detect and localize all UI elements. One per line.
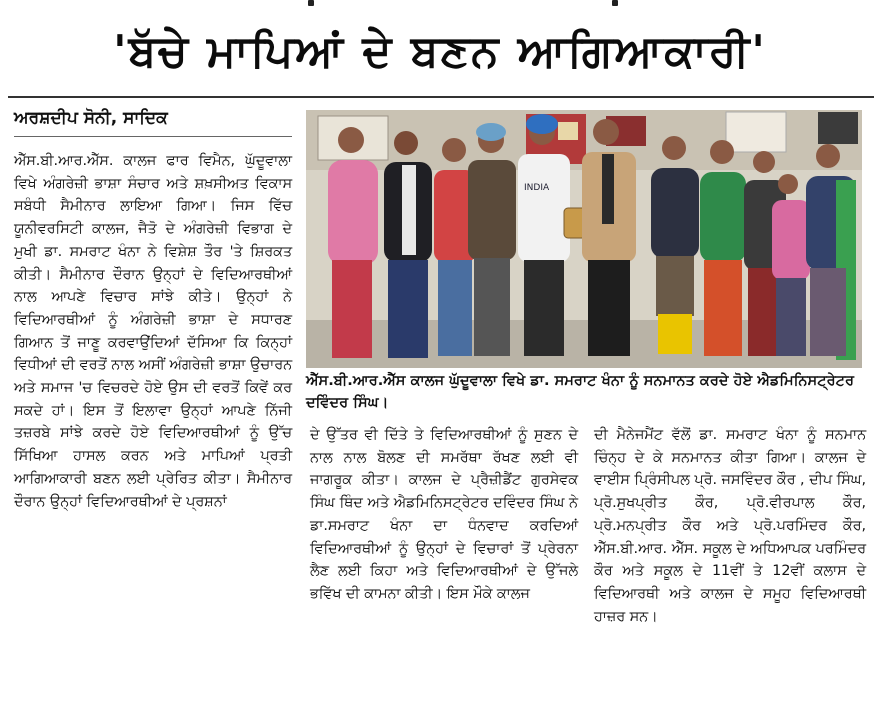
byline: ਅਰਸ਼ਦੀਪ ਸੋਨੀ, ਸਾਦਿਕ — [14, 108, 168, 128]
top-page-marks — [0, 0, 880, 8]
article-column-2 — [310, 424, 578, 606]
photo-caption: ਐੱਸ.ਬੀ.ਆਰ.ਐੱਸ ਕਾਲਜ ਘੁੱਦੂਵਾਲਾ ਵਿਖੇ ਡਾ. ਸਮਰਾਟ ਖੰਨਾ ਨੂੰ ਸਨਮਾਨਤ ਕਰਦੇ ਹੋਏ ਐਡਮਿਨਿਸਟ੍ਰੇਟਰ ਦਵਿੰਦਰ ਸਿੰਘ। — [306, 372, 855, 411]
news-photo — [306, 110, 862, 368]
article-paragraph: ਦੇ ਉੱਤਰ ਵੀ ਦਿੱਤੇ ਤੇ ਵਿਦਿਆਰਥੀਆਂ ਨੂੰ ਸੁਣਨ ਦੇ ਨਾਲ ਨਾਲ ਬੋਲਣ ਦੀ ਸਮਰੱਥਾ ਰੱਖਣ ਲਈ ਵੀ ਜਾਗਰੂਕ ਕੀਤਾ। ਕਾਲਜ ਦੇ ਪ੍ਰੈਜ਼ੀਡੈਂਟ ਗੁਰਸੇਵਕ ਸਿੰਘ ਥਿੰਦ ਅਤੇ ਐਡਮਿਨਿਸਟ੍ਰੇਟਰ ਦਵਿੰਦਰ ਸਿੰਘ ਨੇ ਡਾ.ਸਮਰਾਟ ਖੰਨਾ ਦਾ ਧੰਨਵਾਦ ਕਰਦਿਆਂ ਵਿਦਿਆਰਥੀਆਂ ਨੂੰ ਉਨ੍ਹਾਂ ਦੇ ਵਿਚਾਰਾਂ ਤੋਂ ਪ੍ਰੇਰਨਾ ਲੈਣ ਲਈ ਕਿਹਾ ਅਤੇ ਵਿਦਿਆਰਥੀਆਂ ਦੇ ਉੱਜਲੇ ਭਵਿੱਖ ਦੀ ਕਾਮਨਾ ਕੀਤੀ। ਇਸ ਮੌਕੇ ਕਾਲਜ — [310, 427, 578, 602]
article-paragraph: ਐੱਸ.ਬੀ.ਆਰ.ਐੱਸ. ਕਾਲਜ ਫਾਰ ਵਿਮੈਨ, ਘੁੱਦੂਵਾਲਾ ਵਿਖੇ ਅੰਗਰੇਜ਼ੀ ਭਾਸ਼ਾ ਸੰਚਾਰ ਅਤੇ ਸ਼ਖ਼ਸੀਅਤ ਵਿਕਾਸ ਸਬੰਧੀ ਸੈਮੀਨਾਰ ਲਾਇਆ ਗਿਆ। ਜਿਸ ਵਿੱਚ ਯੂਨੀਵਰਸਿਟੀ ਕਾਲਜ, ਜੈਤੋ ਦੇ ਅੰਗਰੇਜ਼ੀ ਵਿਭਾਗ ਦੇ ਮੁਖੀ ਡਾ. ਸਮਰਾਟ ਖੰਨਾ ਨੇ ਵਿਸ਼ੇਸ਼ ਤੌਰ 'ਤੇ ਸ਼ਿਰਕਤ ਕੀਤੀ। ਸੈਮੀਨਾਰ ਦੌਰਾਨ ਉਨ੍ਹਾਂ ਦੇ ਵਿਦਿਆਰਥੀਆਂ ਨਾਲ ਆਪਣੇ ਵਿਚਾਰ ਸਾਂਝੇ ਕੀਤੇ। ਉਨ੍ਹਾਂ ਨੇ ਵਿਦਿਆਰਥੀਆਂ ਨੂੰ ਅੰਗਰੇਜ਼ੀ ਭਾਸ਼ਾ ਦੇ ਸਧਾਰਣ ਗਿਆਨ ਤੋਂ ਜਾਣੂ ਕਰਵਾਉਂਦਿਆਂ ਦੱਸਿਆ ਕਿ ਕਿਨ੍ਹਾਂ ਵਿਧੀਆਂ ਦੀ ਵਰਤੋਂ ਨਾਲ ਅਸੀਂ ਅੰਗਰੇਜ਼ੀ ਭਾਸ਼ਾ ਉਚਾਰਨ ਅਤੇ ਸਮਾਜ 'ਚ ਵਿਚਰਦੇ ਹੋਏ ਉਸ ਦੀ ਵਰਤੋਂ ਕਿਵੇਂ ਕਰ ਸਕਦੇ ਹਾਂ। ਇਸ ਤੋਂ ਇਲਾਵਾ ਉਨ੍ਹਾਂ ਆਪਣੇ ਨਿੱਜੀ ਤਜ਼ਰਬੇ ਸਾਂਝੇ ਕਰਦੇ ਹੋਏ ਵਿਦਿਆਰਥੀਆਂ ਨੂੰ ਉੱਚ ਸਿੱਖਿਆ ਹਾਸਲ ਕਰਨ ਅਤੇ ਮਾਪਿਆਂ ਪ੍ਰਤੀ ਆਗਿਆਕਾਰੀ ਬਣਨ ਲਈ ਪ੍ਰੇਰਿਤ ਕੀਤਾ। ਸੈਮੀਨਾਰ ਦੌਰਾਨ ਉਨ੍ਹਾਂ ਵਿਦਿਆਰਥੀਆਂ ਦੇ ਪ੍ਰਸ਼ਨਾਂ — [14, 153, 292, 510]
article-column-1 — [14, 150, 292, 513]
headline-divider — [8, 96, 874, 98]
article-paragraph: ਦੀ ਮੈਨੇਜਮੈਂਟ ਵੱਲੋਂ ਡਾ. ਸਮਰਾਟ ਖੰਨਾ ਨੂੰ ਸਨਮਾਨ ਚਿੰਨ੍ਹ ਦੇ ਕੇ ਸਨਮਾਨਤ ਕੀਤਾ ਗਿਆ। ਕਾਲਜ ਦੇ ਵਾਈਸ ਪ੍ਰਿੰਸੀਪਲ ਪ੍ਰੋ. ਜਸਵਿੰਦਰ ਕੌਰ , ਦੀਪ ਸਿੰਘ, ਪ੍ਰੋ.ਸੁਖਪ੍ਰੀਤ ਕੌਰ, ਪ੍ਰੋ.ਵੀਰਪਾਲ ਕੌਰ, ਪ੍ਰੋ.ਮਨਪ੍ਰੀਤ ਕੌਰ ਅਤੇ ਪ੍ਰੋ.ਪਰਮਿੰਦਰ ਕੌਰ, ਐੱਸ.ਬੀ.ਆਰ. ਐੱਸ. ਸਕੂਲ ਦੇ ਅਧਿਆਪਕ ਪਰਮਿੰਦਰ ਕੌਰ ਅਤੇ ਸਕੂਲ ਦੇ 11ਵੀਂ ਤੇ 12ਵੀਂ ਕਲਾਸ ਦੇ ਵਿਦਿਆਰਥੀ ਅਤੇ ਕਾਲਜ ਦੇ ਸਮੂਹ ਵਿਦਿਆਰਥੀ ਹਾਜ਼ਰ ਸਨ। — [594, 427, 866, 625]
byline-divider — [14, 136, 292, 137]
shirt-lettering: INDIA — [524, 183, 550, 193]
headline: 'ਬੱਚੇ ਮਾਪਿਆਂ ਦੇ ਬਣਨ ਆਗਿਆਕਾਰੀ' — [113, 26, 767, 77]
article-column-3 — [594, 424, 866, 628]
